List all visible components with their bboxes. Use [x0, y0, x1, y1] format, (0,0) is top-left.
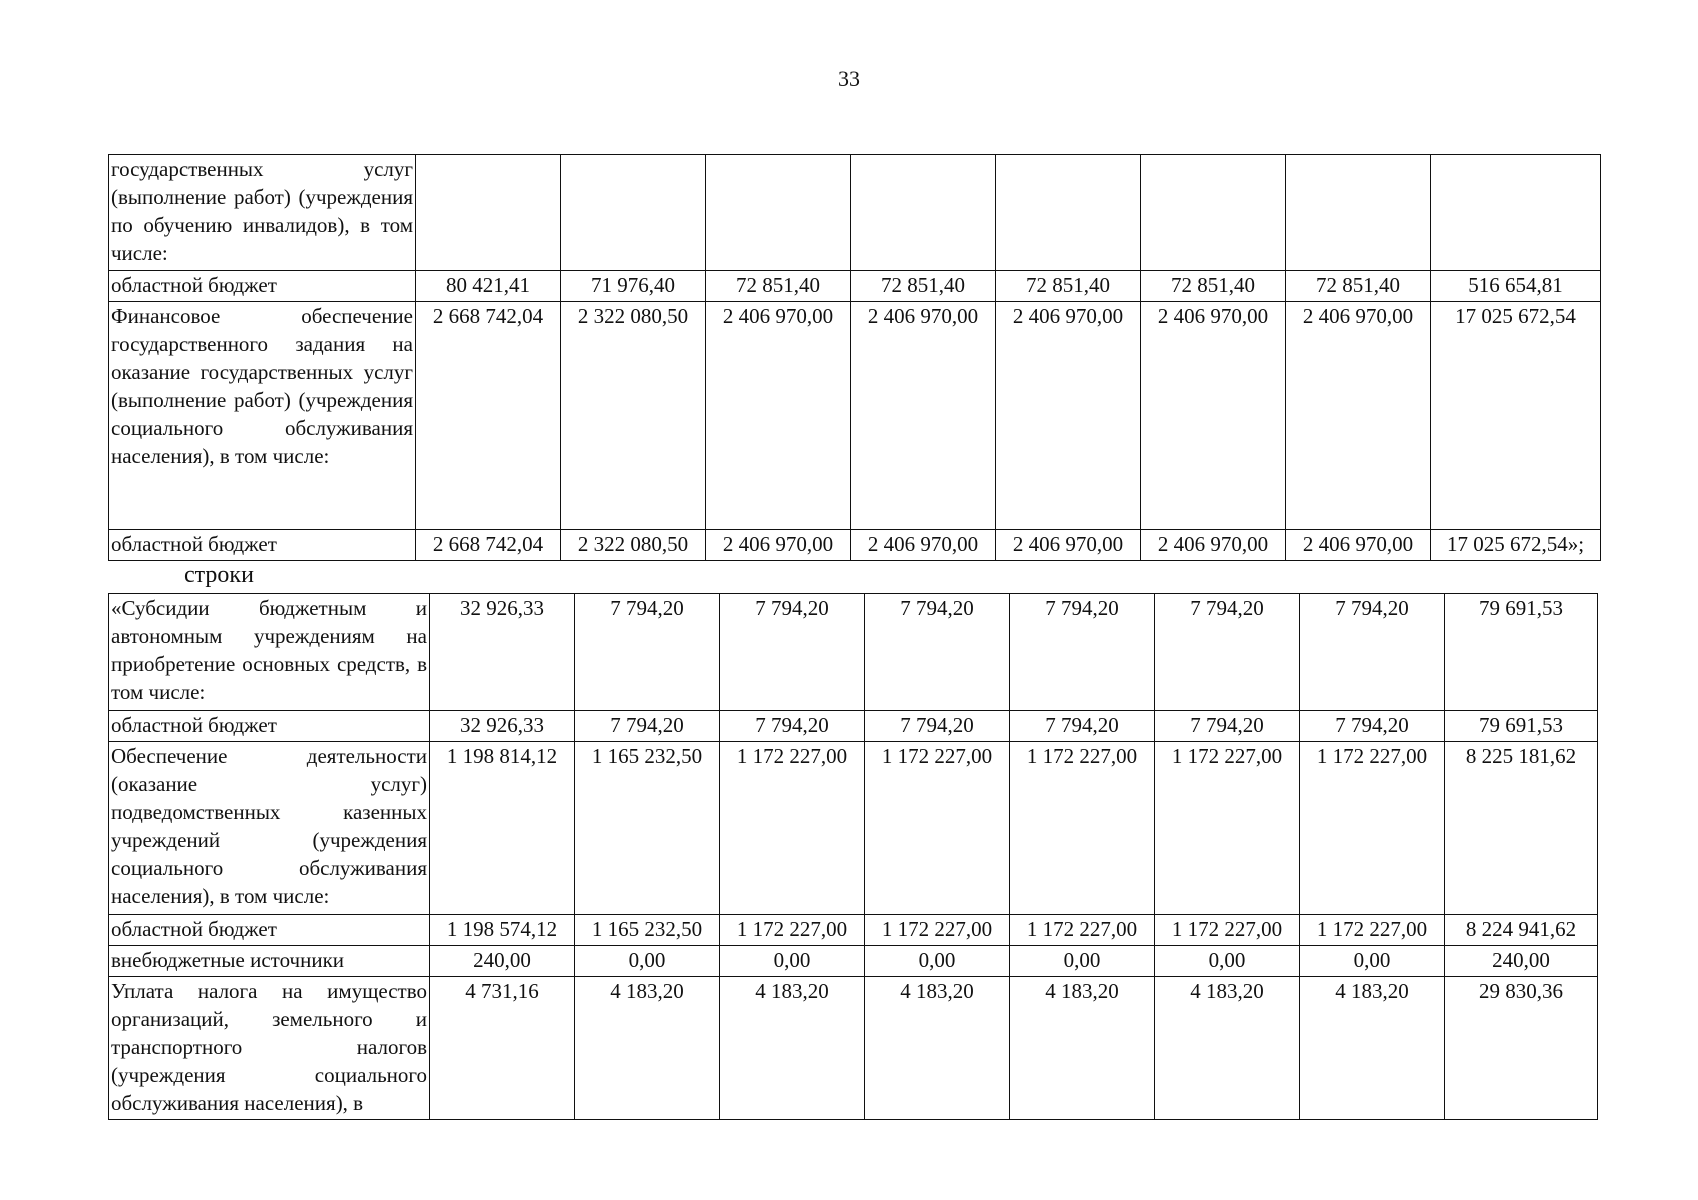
- value-cell: 1 198 814,12: [430, 742, 575, 915]
- value-cell: 1 172 227,00: [720, 742, 865, 915]
- total-cell: 8 225 181,62: [1445, 742, 1598, 915]
- value-cell: 2 322 080,50: [561, 530, 706, 561]
- total-cell: 8 224 941,62: [1445, 915, 1598, 946]
- budget-table-1: [108, 154, 1601, 561]
- page-number: 33: [838, 66, 860, 91]
- value-cell: 1 198 574,12: [430, 915, 575, 946]
- value-cell: 72 851,40: [851, 271, 996, 302]
- total-cell: 29 830,36: [1445, 977, 1598, 1120]
- value-cell: 1 172 227,00: [720, 915, 865, 946]
- value-cell: 2 406 970,00: [996, 302, 1141, 530]
- value-cell: 7 794,20: [1010, 711, 1155, 742]
- value-cell: 7 794,20: [865, 594, 1010, 711]
- value-cell: 7 794,20: [1155, 711, 1300, 742]
- value-cell: 4 183,20: [1010, 977, 1155, 1120]
- value-cell: [416, 155, 561, 271]
- value-cell: 2 406 970,00: [996, 530, 1141, 561]
- total-cell: 516 654,81: [1431, 271, 1601, 302]
- value-cell: 72 851,40: [1286, 271, 1431, 302]
- row-label: областной бюджет: [109, 915, 430, 946]
- value-cell: 72 851,40: [706, 271, 851, 302]
- row-label: областной бюджет: [109, 271, 416, 302]
- table-row: [109, 271, 1601, 302]
- value-cell: 1 172 227,00: [865, 742, 1010, 915]
- value-cell: 1 165 232,50: [575, 742, 720, 915]
- section-caption: строки: [184, 562, 254, 588]
- total-cell: 79 691,53: [1445, 594, 1598, 711]
- value-cell: 72 851,40: [1141, 271, 1286, 302]
- value-cell: 1 172 227,00: [1010, 742, 1155, 915]
- value-cell: 4 183,20: [575, 977, 720, 1120]
- budget-table-2: [108, 593, 1598, 1120]
- value-cell: 2 406 970,00: [851, 302, 996, 530]
- value-cell: 2 406 970,00: [1286, 530, 1431, 561]
- value-cell: [996, 155, 1141, 271]
- value-cell: 7 794,20: [1010, 594, 1155, 711]
- row-label: областной бюджет: [109, 711, 430, 742]
- value-cell: 7 794,20: [575, 594, 720, 711]
- value-cell: 1 172 227,00: [1155, 915, 1300, 946]
- value-cell: 0,00: [1010, 946, 1155, 977]
- value-cell: 1 165 232,50: [575, 915, 720, 946]
- value-cell: 2 668 742,04: [416, 530, 561, 561]
- value-cell: 2 406 970,00: [706, 302, 851, 530]
- row-label: «Субсидии бюджетным и автономным учреждениям на приобретение основных средств, в том числе:: [109, 594, 430, 711]
- value-cell: 32 926,33: [430, 711, 575, 742]
- row-label: Уплата налога на имущество организаций, земельного и транспортного налогов (учреждения социального обслуживания населения), в: [109, 977, 430, 1120]
- row-label: государственных услуг (выполнение работ) (учреждения по обучению инвалидов), в том числе:: [109, 155, 416, 271]
- value-cell: [1141, 155, 1286, 271]
- value-cell: 7 794,20: [1300, 711, 1445, 742]
- value-cell: [706, 155, 851, 271]
- table-row: [109, 946, 1598, 977]
- value-cell: 4 183,20: [1155, 977, 1300, 1120]
- value-cell: 72 851,40: [996, 271, 1141, 302]
- value-cell: [561, 155, 706, 271]
- value-cell: 0,00: [1300, 946, 1445, 977]
- value-cell: 7 794,20: [575, 711, 720, 742]
- table-row: [109, 530, 1601, 561]
- table-row: [109, 594, 1598, 711]
- value-cell: 1 172 227,00: [1300, 742, 1445, 915]
- value-cell: 7 794,20: [1155, 594, 1300, 711]
- value-cell: 7 794,20: [865, 711, 1010, 742]
- row-label: внебюджетные источники: [109, 946, 430, 977]
- value-cell: 2 406 970,00: [1141, 302, 1286, 530]
- total-cell: 17 025 672,54»;: [1431, 530, 1601, 561]
- value-cell: 1 172 227,00: [1155, 742, 1300, 915]
- row-label: областной бюджет: [109, 530, 416, 561]
- value-cell: 71 976,40: [561, 271, 706, 302]
- value-cell: 0,00: [575, 946, 720, 977]
- value-cell: 2 322 080,50: [561, 302, 706, 530]
- table-row: [109, 915, 1598, 946]
- value-cell: 1 172 227,00: [1010, 915, 1155, 946]
- total-cell: 17 025 672,54: [1431, 302, 1601, 530]
- row-label: Финансовое обеспечение государственного задания на оказание государственных услуг (выполнение работ) (учреждения социального обслуживания населения), в том числе:: [109, 302, 416, 530]
- value-cell: 4 183,20: [1300, 977, 1445, 1120]
- value-cell: 1 172 227,00: [1300, 915, 1445, 946]
- table-row: [109, 155, 1601, 271]
- value-cell: 2 406 970,00: [706, 530, 851, 561]
- value-cell: 0,00: [720, 946, 865, 977]
- value-cell: 2 406 970,00: [1286, 302, 1431, 530]
- value-cell: [851, 155, 996, 271]
- value-cell: 240,00: [430, 946, 575, 977]
- value-cell: 2 406 970,00: [1141, 530, 1286, 561]
- table-row: [109, 711, 1598, 742]
- table-row: [109, 742, 1598, 915]
- value-cell: 2 668 742,04: [416, 302, 561, 530]
- value-cell: 7 794,20: [720, 594, 865, 711]
- value-cell: 4 183,20: [865, 977, 1010, 1120]
- value-cell: 80 421,41: [416, 271, 561, 302]
- table-row: [109, 302, 1601, 530]
- total-cell: 79 691,53: [1445, 711, 1598, 742]
- value-cell: 0,00: [865, 946, 1010, 977]
- total-cell: 240,00: [1445, 946, 1598, 977]
- value-cell: 0,00: [1155, 946, 1300, 977]
- row-label: Обеспечение деятельности (оказание услуг) подведомственных казенных учреждений (учреждения социального обслуживания населения), в том числе:: [109, 742, 430, 915]
- total-cell: [1431, 155, 1601, 271]
- value-cell: 1 172 227,00: [865, 915, 1010, 946]
- value-cell: 4 731,16: [430, 977, 575, 1120]
- table-row: [109, 977, 1598, 1120]
- value-cell: 4 183,20: [720, 977, 865, 1120]
- value-cell: 7 794,20: [1300, 594, 1445, 711]
- value-cell: 7 794,20: [720, 711, 865, 742]
- value-cell: [1286, 155, 1431, 271]
- value-cell: 32 926,33: [430, 594, 575, 711]
- value-cell: 2 406 970,00: [851, 530, 996, 561]
